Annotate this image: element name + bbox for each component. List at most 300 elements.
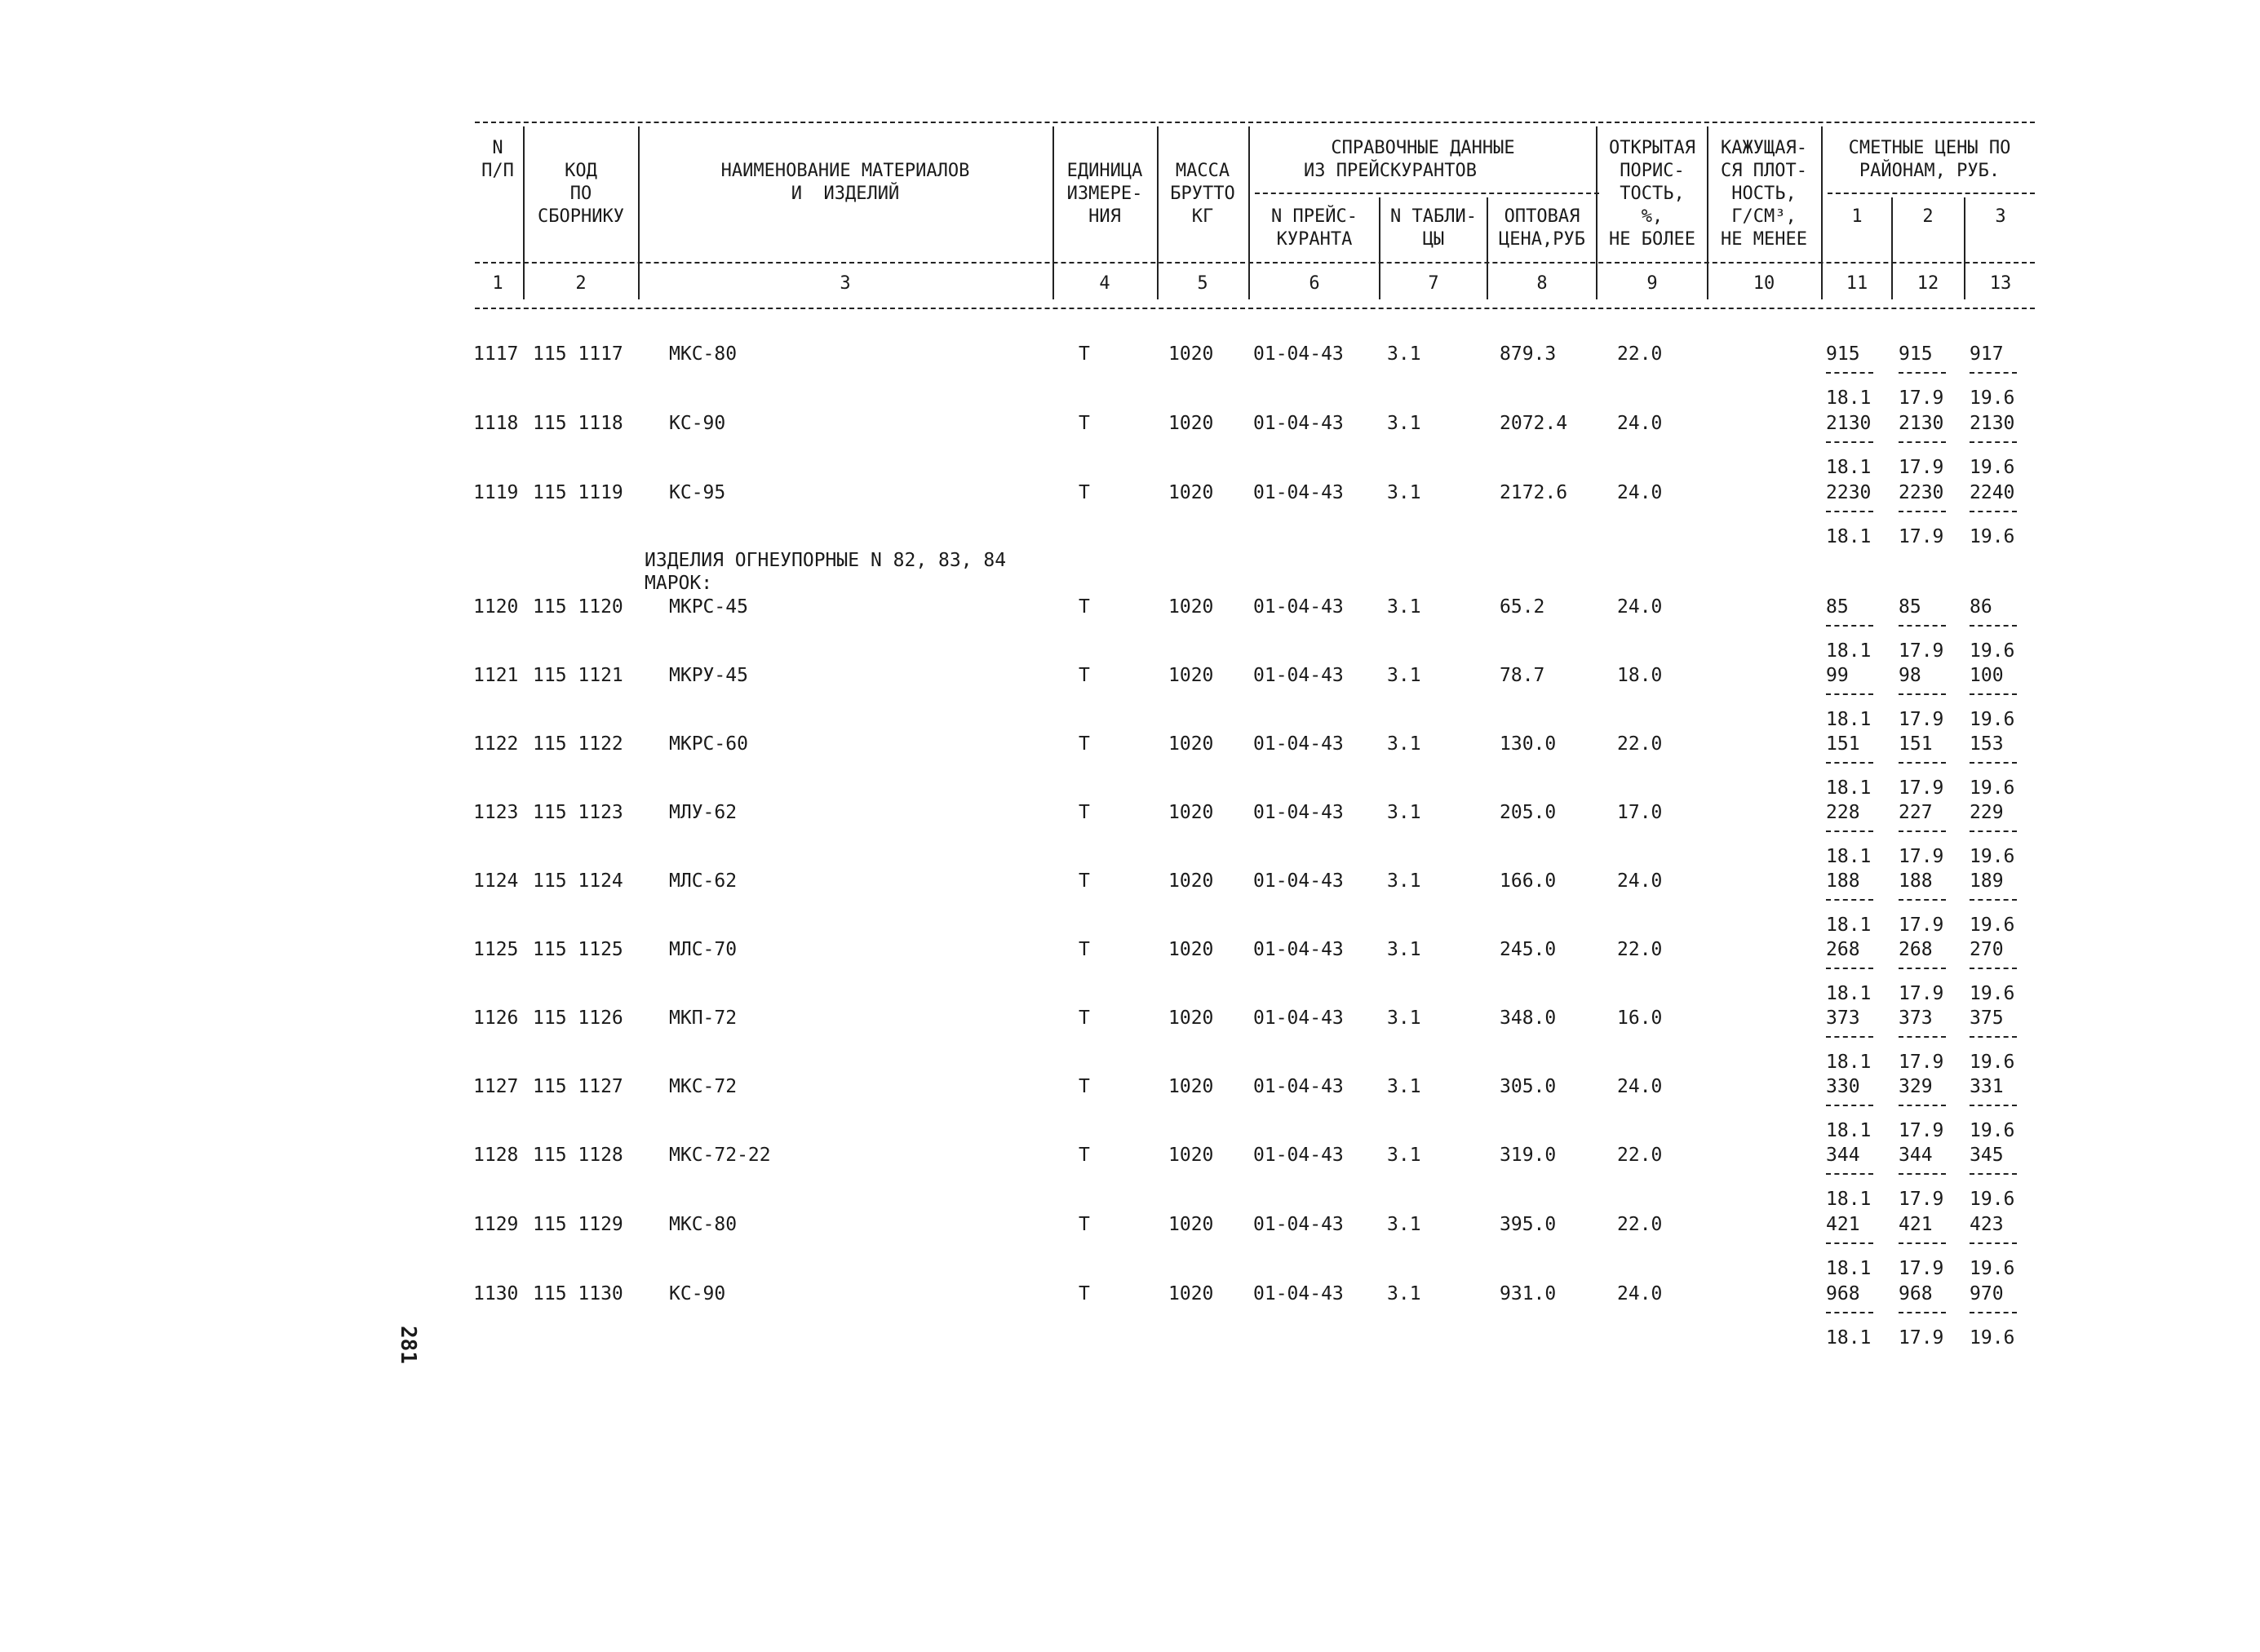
cell-p2: 188 (1899, 870, 1933, 892)
fraction-line (1970, 1312, 2017, 1313)
cell-name: МКРС-60 (669, 733, 748, 755)
fraction-line (1826, 625, 1873, 627)
hdr-col2-line2: ПО (569, 184, 592, 204)
fraction-line (1826, 1173, 1873, 1175)
cell-coef-k1: 18.1 (1826, 640, 1872, 662)
fraction-line (1970, 1105, 2017, 1106)
hdr-col4-line1: ЕДИНИЦА (1066, 161, 1143, 181)
colnum-13: 13 (1989, 273, 2012, 294)
fraction-line (1899, 372, 1946, 374)
fraction-line (1899, 830, 1946, 832)
cell-coef-k1: 18.1 (1826, 1189, 1872, 1210)
cell-name: МЛС-62 (669, 870, 738, 892)
cell-unit: Т (1079, 939, 1090, 960)
cell-n: 1127 (473, 1076, 519, 1097)
cell-p1: 2130 (1826, 413, 1872, 434)
cell-price: 205.0 (1500, 802, 1557, 823)
cell-table: 3.1 (1387, 870, 1421, 892)
cell-n: 1119 (473, 482, 519, 503)
cell-price: 130.0 (1500, 733, 1557, 755)
cell-coef-k3: 19.6 (1970, 709, 2015, 730)
cell-table: 3.1 (1387, 343, 1421, 365)
cell-mass: 1020 (1168, 665, 1214, 686)
cell-porosity: 18.0 (1617, 665, 1663, 686)
cell-porosity: 17.0 (1617, 802, 1663, 823)
cell-price: 2072.4 (1500, 413, 1568, 434)
cell-pricelist: 01-04-43 (1253, 1214, 1344, 1235)
cell-code: 115 1129 (533, 1214, 623, 1235)
hdr-col9-line1: ОТКРЫТАЯ (1609, 138, 1695, 158)
cell-coef-k2: 17.9 (1899, 640, 1944, 662)
cell-coef-k3: 19.6 (1970, 846, 2015, 867)
sep-5 (1248, 126, 1250, 299)
cell-code: 115 1117 (533, 343, 623, 365)
cell-p2: 227 (1899, 802, 1933, 823)
cell-price: 305.0 (1500, 1076, 1557, 1097)
colnum-10: 10 (1753, 273, 1775, 294)
cell-unit: Т (1079, 413, 1090, 434)
colnum-5: 5 (1197, 273, 1208, 294)
hdr-col1-line1: N (492, 138, 503, 158)
cell-coef-k3: 19.6 (1970, 1327, 2015, 1349)
rule-header-bottom (475, 308, 2035, 309)
cell-unit: Т (1079, 665, 1090, 686)
cell-p3: 153 (1970, 733, 2004, 755)
cell-pricelist: 01-04-43 (1253, 596, 1344, 618)
cell-coef-k1: 18.1 (1826, 1052, 1872, 1073)
cell-code: 115 1127 (533, 1076, 623, 1097)
hdr-col4-line2: ИЗМЕРЕ- (1066, 184, 1143, 204)
rule-subgroup-ref (1255, 193, 1599, 194)
cell-pricelist: 01-04-43 (1253, 413, 1344, 434)
cell-code: 115 1128 (533, 1145, 623, 1166)
cell-n: 1130 (473, 1283, 519, 1304)
hdr-col9-line3: ТОСТЬ, (1620, 184, 1685, 204)
hdr-col2-line3: СБОРНИКУ (538, 206, 624, 227)
cell-price: 166.0 (1500, 870, 1557, 892)
cell-p2: 85 (1899, 596, 1921, 618)
cell-coef-k2: 17.9 (1899, 1258, 1944, 1279)
cell-p3: 917 (1970, 343, 2004, 365)
cell-p2: 98 (1899, 665, 1921, 686)
cell-mass: 1020 (1168, 596, 1214, 618)
cell-coef-k2: 17.9 (1899, 1327, 1944, 1349)
sep-1 (523, 126, 525, 299)
cell-n: 1125 (473, 939, 519, 960)
cell-code: 115 1124 (533, 870, 623, 892)
fraction-line (1899, 762, 1946, 764)
cell-pricelist: 01-04-43 (1253, 482, 1344, 503)
rule-numbers (475, 262, 2035, 264)
cell-coef-k2: 17.9 (1899, 457, 1944, 478)
cell-p3: 189 (1970, 870, 2004, 892)
sep-6 (1379, 197, 1380, 299)
fraction-line (1826, 441, 1873, 443)
fraction-line (1826, 1242, 1873, 1244)
cell-coef-k2: 17.9 (1899, 709, 1944, 730)
fraction-line (1899, 1173, 1946, 1175)
colnum-6: 6 (1309, 273, 1320, 294)
cell-mass: 1020 (1168, 1008, 1214, 1029)
cell-p3: 229 (1970, 802, 2004, 823)
fraction-line (1899, 693, 1946, 695)
cell-coef-k2: 17.9 (1899, 983, 1944, 1004)
sep-12 (1964, 197, 1965, 299)
cell-unit: Т (1079, 802, 1090, 823)
cell-name: МКС-80 (669, 343, 738, 365)
cell-coef-k3: 19.6 (1970, 526, 2015, 547)
cell-p2: 344 (1899, 1145, 1933, 1166)
fraction-line (1826, 968, 1873, 969)
cell-p1: 99 (1826, 665, 1849, 686)
cell-p2: 329 (1899, 1076, 1933, 1097)
colnum-1: 1 (492, 273, 503, 294)
cell-p1: 188 (1826, 870, 1860, 892)
fraction-line (1826, 511, 1873, 512)
cell-code: 115 1125 (533, 939, 623, 960)
cell-mass: 1020 (1168, 1145, 1214, 1166)
cell-p1: 344 (1826, 1145, 1860, 1166)
cell-p1: 228 (1826, 802, 1860, 823)
cell-unit: Т (1079, 343, 1090, 365)
hdr-col5-line3: КГ (1191, 206, 1214, 227)
colnum-8: 8 (1536, 273, 1548, 294)
cell-coef-k3: 19.6 (1970, 1120, 2015, 1141)
cell-coef-k1: 18.1 (1826, 526, 1872, 547)
cell-coef-k3: 19.6 (1970, 640, 2015, 662)
fraction-line (1970, 441, 2017, 443)
hdr-col6-line2: КУРАНТА (1276, 229, 1353, 250)
hdr-col10-line2: СЯ ПЛОТ- (1721, 161, 1807, 181)
cell-name: МКП-72 (669, 1008, 738, 1029)
cell-mass: 1020 (1168, 733, 1214, 755)
cell-name: МКС-72 (669, 1076, 738, 1097)
colnum-9: 9 (1646, 273, 1658, 294)
cell-name: МЛУ-62 (669, 802, 738, 823)
cell-coef-k1: 18.1 (1826, 846, 1872, 867)
cell-p3: 970 (1970, 1283, 2004, 1304)
cell-coef-k1: 18.1 (1826, 915, 1872, 936)
cell-p2: 373 (1899, 1008, 1933, 1029)
cell-p2: 268 (1899, 939, 1933, 960)
fraction-line (1826, 372, 1873, 374)
cell-unit: Т (1079, 1076, 1090, 1097)
fraction-line (1826, 1105, 1873, 1106)
cell-p2: 151 (1899, 733, 1933, 755)
cell-price: 65.2 (1500, 596, 1545, 618)
rule-subgroup-prices (1828, 193, 2035, 194)
hdr-col2-line1: КОД (565, 161, 597, 181)
cell-mass: 1020 (1168, 1214, 1214, 1235)
cell-coef-k2: 17.9 (1899, 1052, 1944, 1073)
cell-unit: Т (1079, 482, 1090, 503)
cell-pricelist: 01-04-43 (1253, 1145, 1344, 1166)
cell-coef-k3: 19.6 (1970, 777, 2015, 799)
fraction-line (1970, 1173, 2017, 1175)
cell-name: МКРУ-45 (669, 665, 748, 686)
colnum-4: 4 (1099, 273, 1110, 294)
cell-porosity: 24.0 (1617, 1283, 1663, 1304)
cell-unit: Т (1079, 1008, 1090, 1029)
hdr-col6-line1: N ПРЕЙС- (1271, 206, 1358, 227)
cell-mass: 1020 (1168, 413, 1214, 434)
cell-coef-k1: 18.1 (1826, 1327, 1872, 1349)
colnum-7: 7 (1428, 273, 1439, 294)
cell-price: 879.3 (1500, 343, 1557, 365)
cell-pricelist: 01-04-43 (1253, 733, 1344, 755)
fraction-line (1826, 1312, 1873, 1313)
hdr-col3-line1: НАИМЕНОВАНИЕ МАТЕРИАЛОВ (720, 161, 970, 181)
cell-n: 1122 (473, 733, 519, 755)
cell-coef-k3: 19.6 (1970, 1258, 2015, 1279)
hdr-col9-line5: НЕ БОЛЕЕ (1609, 229, 1695, 250)
hdr-prices-group-line2: РАЙОНАМ, РУБ. (1859, 161, 2001, 181)
cell-unit: Т (1079, 1283, 1090, 1304)
hdr-col1-line2: П/П (481, 161, 514, 181)
cell-porosity: 22.0 (1617, 343, 1663, 365)
cell-coef-k1: 18.1 (1826, 457, 1872, 478)
cell-coef-k2: 17.9 (1899, 1189, 1944, 1210)
cell-mass: 1020 (1168, 482, 1214, 503)
cell-coef-k1: 18.1 (1826, 388, 1872, 409)
page-number: 281 (396, 1326, 420, 1364)
hdr-col5-line2: БРУТТО (1170, 184, 1235, 204)
cell-porosity: 24.0 (1617, 596, 1663, 618)
cell-coef-k3: 19.6 (1970, 457, 2015, 478)
cell-p3: 375 (1970, 1008, 2004, 1029)
cell-pricelist: 01-04-43 (1253, 1076, 1344, 1097)
colnum-2: 2 (575, 273, 587, 294)
cell-n: 1128 (473, 1145, 519, 1166)
cell-code: 115 1130 (533, 1283, 623, 1304)
cell-table: 3.1 (1387, 1076, 1421, 1097)
fraction-line (1826, 762, 1873, 764)
fraction-line (1970, 372, 2017, 374)
fraction-line (1899, 625, 1946, 627)
cell-coef-k3: 19.6 (1970, 1189, 2015, 1210)
sep-10 (1821, 126, 1823, 299)
cell-table: 3.1 (1387, 802, 1421, 823)
rule-top (475, 122, 2035, 123)
fraction-line (1970, 625, 2017, 627)
cell-p3: 331 (1970, 1076, 2004, 1097)
cell-porosity: 24.0 (1617, 482, 1663, 503)
hdr-region-2: 2 (1922, 206, 1934, 227)
fraction-line (1899, 1036, 1946, 1038)
cell-porosity: 22.0 (1617, 1145, 1663, 1166)
cell-porosity: 24.0 (1617, 1076, 1663, 1097)
cell-unit: Т (1079, 870, 1090, 892)
cell-p2: 915 (1899, 343, 1933, 365)
hdr-col5-line1: МАССА (1175, 161, 1230, 181)
cell-name: КС-90 (669, 1283, 726, 1304)
hdr-col10-line3: НОСТЬ, (1731, 184, 1797, 204)
hdr-col7-line1: N ТАБЛИ- (1390, 206, 1477, 227)
fraction-line (1899, 511, 1946, 512)
hdr-prices-group-line1: СМЕТНЫЕ ЦЕНЫ ПО (1848, 138, 2011, 158)
cell-price: 931.0 (1500, 1283, 1557, 1304)
cell-unit: Т (1079, 1214, 1090, 1235)
hdr-col8-line1: ОПТОВАЯ (1504, 206, 1580, 227)
hdr-col3-line2: И ИЗДЕЛИЙ (791, 184, 900, 204)
sep-2 (638, 126, 640, 299)
cell-code: 115 1126 (533, 1008, 623, 1029)
cell-p1: 85 (1826, 596, 1849, 618)
fraction-line (1970, 830, 2017, 832)
cell-coef-k3: 19.6 (1970, 1052, 2015, 1073)
cell-mass: 1020 (1168, 343, 1214, 365)
cell-unit: Т (1079, 1145, 1090, 1166)
cell-name: КС-95 (669, 482, 726, 503)
cell-p1: 915 (1826, 343, 1860, 365)
cell-pricelist: 01-04-43 (1253, 1008, 1344, 1029)
cell-coef-k2: 17.9 (1899, 388, 1944, 409)
cell-n: 1129 (473, 1214, 519, 1235)
cell-n: 1123 (473, 802, 519, 823)
cell-pricelist: 01-04-43 (1253, 343, 1344, 365)
cell-table: 3.1 (1387, 1214, 1421, 1235)
colnum-3: 3 (840, 273, 851, 294)
fraction-line (1899, 1242, 1946, 1244)
cell-p1: 330 (1826, 1076, 1860, 1097)
cell-price: 319.0 (1500, 1145, 1557, 1166)
cell-price: 2172.6 (1500, 482, 1568, 503)
fraction-line (1899, 1105, 1946, 1106)
cell-p1: 968 (1826, 1283, 1860, 1304)
cell-porosity: 24.0 (1617, 870, 1663, 892)
hdr-col10-line4: Г/СМ³, (1731, 206, 1797, 227)
cell-n: 1117 (473, 343, 519, 365)
fraction-line (1970, 899, 2017, 901)
cell-coef-k3: 19.6 (1970, 983, 2015, 1004)
cell-porosity: 24.0 (1617, 413, 1663, 434)
cell-code: 115 1120 (533, 596, 623, 618)
cell-mass: 1020 (1168, 1283, 1214, 1304)
cell-mass: 1020 (1168, 1076, 1214, 1097)
hdr-col9-line4: %, (1641, 206, 1664, 227)
cell-price: 78.7 (1500, 665, 1545, 686)
cell-coef-k1: 18.1 (1826, 983, 1872, 1004)
cell-pricelist: 01-04-43 (1253, 1283, 1344, 1304)
cell-porosity: 16.0 (1617, 1008, 1663, 1029)
fraction-line (1899, 1312, 1946, 1313)
cell-n: 1120 (473, 596, 519, 618)
cell-name: МКС-80 (669, 1214, 738, 1235)
cell-pricelist: 01-04-43 (1253, 870, 1344, 892)
cell-coef-k2: 17.9 (1899, 777, 1944, 799)
fraction-line (1826, 830, 1873, 832)
fraction-line (1970, 511, 2017, 512)
hdr-col10-line5: НЕ МЕНЕЕ (1721, 229, 1807, 250)
cell-table: 3.1 (1387, 1145, 1421, 1166)
cell-p1: 373 (1826, 1008, 1860, 1029)
cell-table: 3.1 (1387, 939, 1421, 960)
cell-porosity: 22.0 (1617, 939, 1663, 960)
cell-unit: Т (1079, 733, 1090, 755)
hdr-region-3: 3 (1995, 206, 2006, 227)
cell-pricelist: 01-04-43 (1253, 939, 1344, 960)
cell-n: 1124 (473, 870, 519, 892)
hdr-col8-line2: ЦЕНА,РУБ (1499, 229, 1585, 250)
cell-mass: 1020 (1168, 939, 1214, 960)
cell-coef-k3: 19.6 (1970, 388, 2015, 409)
cell-coef-k1: 18.1 (1826, 777, 1872, 799)
cell-porosity: 22.0 (1617, 733, 1663, 755)
cell-code: 115 1119 (533, 482, 623, 503)
cell-p1: 268 (1826, 939, 1860, 960)
cell-pricelist: 01-04-43 (1253, 802, 1344, 823)
fraction-line (1970, 762, 2017, 764)
hdr-ref-group-line2: ИЗ ПРЕЙСКУРАНТОВ (1304, 161, 1477, 181)
cell-coef-k1: 18.1 (1826, 709, 1872, 730)
hdr-ref-group-line1: СПРАВОЧНЫЕ ДАННЫЕ (1331, 138, 1515, 158)
fraction-line (1970, 1036, 2017, 1038)
cell-table: 3.1 (1387, 482, 1421, 503)
fraction-line (1899, 968, 1946, 969)
sep-11 (1891, 197, 1893, 299)
colnum-12: 12 (1917, 273, 1939, 294)
cell-code: 115 1123 (533, 802, 623, 823)
cell-code: 115 1122 (533, 733, 623, 755)
fraction-line (1826, 1036, 1873, 1038)
cell-coef-k2: 17.9 (1899, 915, 1944, 936)
fraction-line (1970, 1242, 2017, 1244)
cell-name: МКС-72-22 (669, 1145, 771, 1166)
cell-name: МКРС-45 (669, 596, 748, 618)
hdr-col10-line1: КАЖУЩАЯ- (1721, 138, 1807, 158)
cell-code: 115 1121 (533, 665, 623, 686)
cell-price: 395.0 (1500, 1214, 1557, 1235)
cell-n: 1121 (473, 665, 519, 686)
cell-name: МЛС-70 (669, 939, 738, 960)
cell-price: 348.0 (1500, 1008, 1557, 1029)
cell-p2: 968 (1899, 1283, 1933, 1304)
cell-coef-k3: 19.6 (1970, 915, 2015, 936)
hdr-col9-line2: ПОРИС- (1620, 161, 1685, 181)
cell-coef-k1: 18.1 (1826, 1120, 1872, 1141)
cell-p2: 2230 (1899, 482, 1944, 503)
cell-porosity: 22.0 (1617, 1214, 1663, 1235)
section-title-line1: ИЗДЕЛИЯ ОГНЕУПОРНЫЕ N 82, 83, 84 (645, 550, 1007, 571)
cell-coef-k2: 17.9 (1899, 846, 1944, 867)
cell-p1: 151 (1826, 733, 1860, 755)
cell-p3: 100 (1970, 665, 2004, 686)
cell-pricelist: 01-04-43 (1253, 665, 1344, 686)
cell-unit: Т (1079, 596, 1090, 618)
cell-n: 1126 (473, 1008, 519, 1029)
cell-mass: 1020 (1168, 802, 1214, 823)
cell-p2: 2130 (1899, 413, 1944, 434)
cell-coef-k2: 17.9 (1899, 526, 1944, 547)
fraction-line (1899, 441, 1946, 443)
sep-7 (1487, 197, 1488, 299)
cell-table: 3.1 (1387, 1008, 1421, 1029)
cell-p3: 86 (1970, 596, 1992, 618)
hdr-col7-line2: ЦЫ (1422, 229, 1445, 250)
cell-table: 3.1 (1387, 1283, 1421, 1304)
fraction-line (1826, 899, 1873, 901)
fraction-line (1899, 899, 1946, 901)
fraction-line (1970, 968, 2017, 969)
cell-coef-k2: 17.9 (1899, 1120, 1944, 1141)
fraction-line (1826, 693, 1873, 695)
cell-p1: 421 (1826, 1214, 1860, 1235)
cell-p1: 2230 (1826, 482, 1872, 503)
cell-p3: 423 (1970, 1214, 2004, 1235)
cell-table: 3.1 (1387, 733, 1421, 755)
cell-p3: 2240 (1970, 482, 2015, 503)
cell-p3: 345 (1970, 1145, 2004, 1166)
